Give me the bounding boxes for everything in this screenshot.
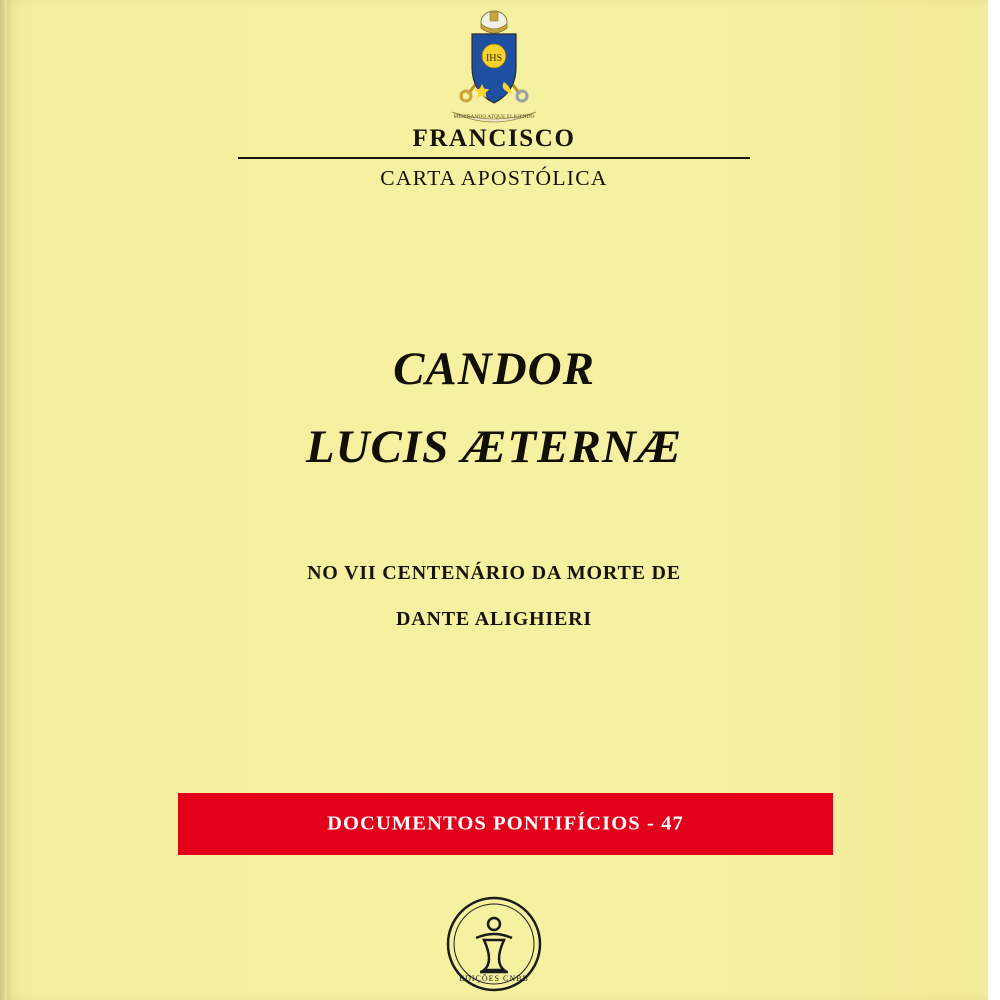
author-name: FRANCISCO	[412, 125, 576, 152]
svg-text:IHS: IHS	[485, 53, 503, 64]
papal-coat-of-arms-icon	[434, 8, 554, 128]
title-line-1: CANDOR	[393, 343, 595, 395]
page-subtitle	[0, 562, 988, 631]
cover-header	[0, 126, 988, 191]
title-line-2: LUCIS ÆTERNÆ	[305, 420, 683, 473]
page-title	[0, 344, 988, 473]
header-divider	[238, 157, 750, 159]
publisher-caption: EDIÇÕES CNBB	[459, 974, 529, 983]
document-kind: CARTA APOSTÓLICA	[380, 166, 608, 191]
svg-text:MISERANDO ATQUE ELIGENDO: MISERANDO ATQUE ELIGENDO	[453, 114, 535, 120]
page-edge-right	[988, 0, 1000, 1000]
series-band	[178, 793, 833, 855]
subtitle-line-2: DANTE ALIGHIERI	[396, 608, 592, 630]
subtitle-line-1: NO VII CENTENÁRIO DA MORTE DE	[307, 562, 681, 584]
series-label: DOCUMENTOS PONTIFÍCIOS - 47	[327, 812, 684, 835]
